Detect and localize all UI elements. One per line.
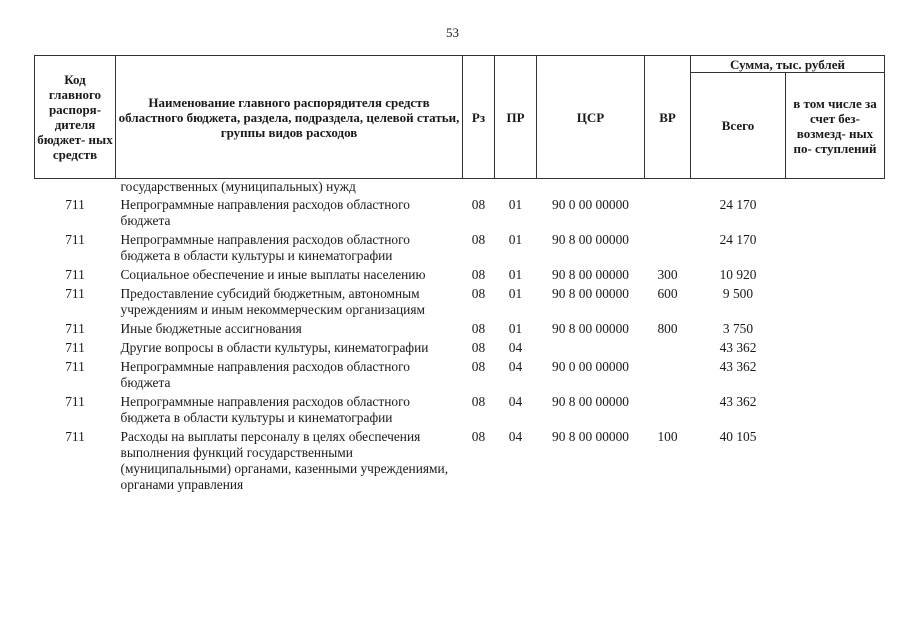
cell-pr: 04: [508, 359, 523, 374]
cell-pr: 04: [508, 394, 523, 409]
table-header: [35, 56, 885, 179]
cell-vr: 300: [657, 267, 678, 282]
cell-gratis: [786, 196, 885, 231]
header-total: Всего: [691, 73, 786, 179]
cell-total: 3 750: [722, 321, 754, 336]
cell-total: 43 362: [719, 340, 757, 355]
table-body: [35, 179, 885, 496]
table-row: [35, 231, 885, 266]
cell-csr: [537, 339, 645, 358]
cell-gratis: [786, 393, 885, 428]
continuation-text: государственных (муниципальных) нужд: [120, 179, 356, 194]
cell-csr: 90 8 00 00000: [552, 394, 629, 409]
table-row: [35, 428, 885, 495]
cell-pr: 04: [508, 340, 523, 355]
cell-total: 24 170: [719, 232, 757, 247]
cell-vr: [645, 358, 691, 393]
cell-rz: 08: [471, 267, 486, 282]
cell-vr: 800: [657, 321, 678, 336]
page-number: 53: [446, 25, 459, 40]
cell-total: 24 170: [719, 197, 757, 212]
table-row: [35, 358, 885, 393]
budget-table: [34, 55, 885, 495]
cell-gratis: [786, 428, 885, 495]
cell-total: 10 920: [719, 267, 757, 282]
header-sum-group: Сумма, тыс. рублей: [691, 56, 885, 73]
cell-rz: 08: [471, 232, 486, 247]
cell-csr: 90 8 00 00000: [552, 321, 629, 336]
cell-name: Непрограммные направления расходов областного бюджета: [120, 197, 410, 228]
cell-pr: 04: [508, 429, 523, 444]
table-row: [35, 196, 885, 231]
cell-code: 711: [65, 394, 85, 409]
cell-name: Непрограммные направления расходов областного бюджета в области культуры и кинематографии: [120, 394, 410, 425]
cell-vr: [645, 196, 691, 231]
cell-rz: 08: [471, 197, 486, 212]
cell-rz: 08: [471, 394, 486, 409]
cell-rz: 08: [471, 286, 486, 301]
cell-total: 43 362: [719, 359, 757, 374]
header-code: Код главного распоря- дителя бюджет- ных средств: [35, 56, 116, 179]
cell-name: Непрограммные направления расходов областного бюджета: [120, 359, 410, 390]
header-name: Наименование главного распорядителя средств областного бюджета, раздела, подраздела, целевой статьи, группы видов расходов: [116, 56, 463, 179]
cell-pr: 01: [508, 197, 523, 212]
cell-pr: 01: [508, 267, 523, 282]
continuation-row: [35, 179, 885, 197]
table-row: [35, 266, 885, 285]
header-gratis: в том числе за счет без- возмезд- ных по- ступлений: [786, 73, 885, 179]
cell-total: 9 500: [722, 286, 754, 301]
cell-vr: [645, 231, 691, 266]
cell-csr: 90 8 00 00000: [552, 267, 629, 282]
cell-pr: 01: [508, 286, 523, 301]
cell-code: 711: [65, 286, 85, 301]
cell-code: 711: [65, 321, 85, 336]
header-csr: ЦСР: [537, 56, 645, 179]
cell-code: 711: [65, 232, 85, 247]
cell-name: Другие вопросы в области культуры, кинематографии: [120, 340, 429, 355]
cell-name: Непрограммные направления расходов областного бюджета в области культуры и кинематографии: [120, 232, 410, 263]
table-row: [35, 339, 885, 358]
cell-csr: 90 0 00 00000: [552, 197, 629, 212]
cell-gratis: [786, 266, 885, 285]
cell-vr: [645, 339, 691, 358]
cell-vr: 600: [657, 286, 678, 301]
cell-code: 711: [65, 197, 85, 212]
cell-csr: 90 8 00 00000: [552, 286, 629, 301]
cell-csr: 90 0 00 00000: [552, 359, 629, 374]
cell-csr: 90 8 00 00000: [552, 232, 629, 247]
cell-vr: [645, 393, 691, 428]
cell-name: Предоставление субсидий бюджетным, автономным учреждениям и иным некоммерческим организациям: [120, 286, 425, 317]
cell-vr: 100: [657, 429, 678, 444]
cell-pr: 01: [508, 321, 523, 336]
cell-name: Социальное обеспечение и иные выплаты населению: [120, 267, 426, 282]
table-row: [35, 393, 885, 428]
cell-total: 43 362: [719, 394, 757, 409]
cell-name: Иные бюджетные ассигнования: [120, 321, 302, 336]
table-row: [35, 320, 885, 339]
cell-rz: 08: [471, 321, 486, 336]
cell-name: Расходы на выплаты персоналу в целях обеспечения выполнения функций государственными (муниципальными) органами, казенными учреждениями, органами управления: [120, 429, 449, 492]
cell-rz: 08: [471, 359, 486, 374]
table-row: [35, 285, 885, 320]
cell-code: 711: [65, 359, 85, 374]
cell-total: 40 105: [719, 429, 757, 444]
header-rz: Рз: [463, 56, 495, 179]
cell-gratis: [786, 358, 885, 393]
cell-code: 711: [65, 340, 85, 355]
cell-gratis: [786, 285, 885, 320]
cell-pr: 01: [508, 232, 523, 247]
cell-gratis: [786, 339, 885, 358]
cell-rz: 08: [471, 429, 486, 444]
header-pr: ПР: [495, 56, 537, 179]
cell-gratis: [786, 231, 885, 266]
cell-csr: 90 8 00 00000: [552, 429, 629, 444]
cell-rz: 08: [471, 340, 486, 355]
header-vr: ВР: [645, 56, 691, 179]
cell-gratis: [786, 320, 885, 339]
cell-code: 711: [65, 429, 85, 444]
cell-code: 711: [65, 267, 85, 282]
